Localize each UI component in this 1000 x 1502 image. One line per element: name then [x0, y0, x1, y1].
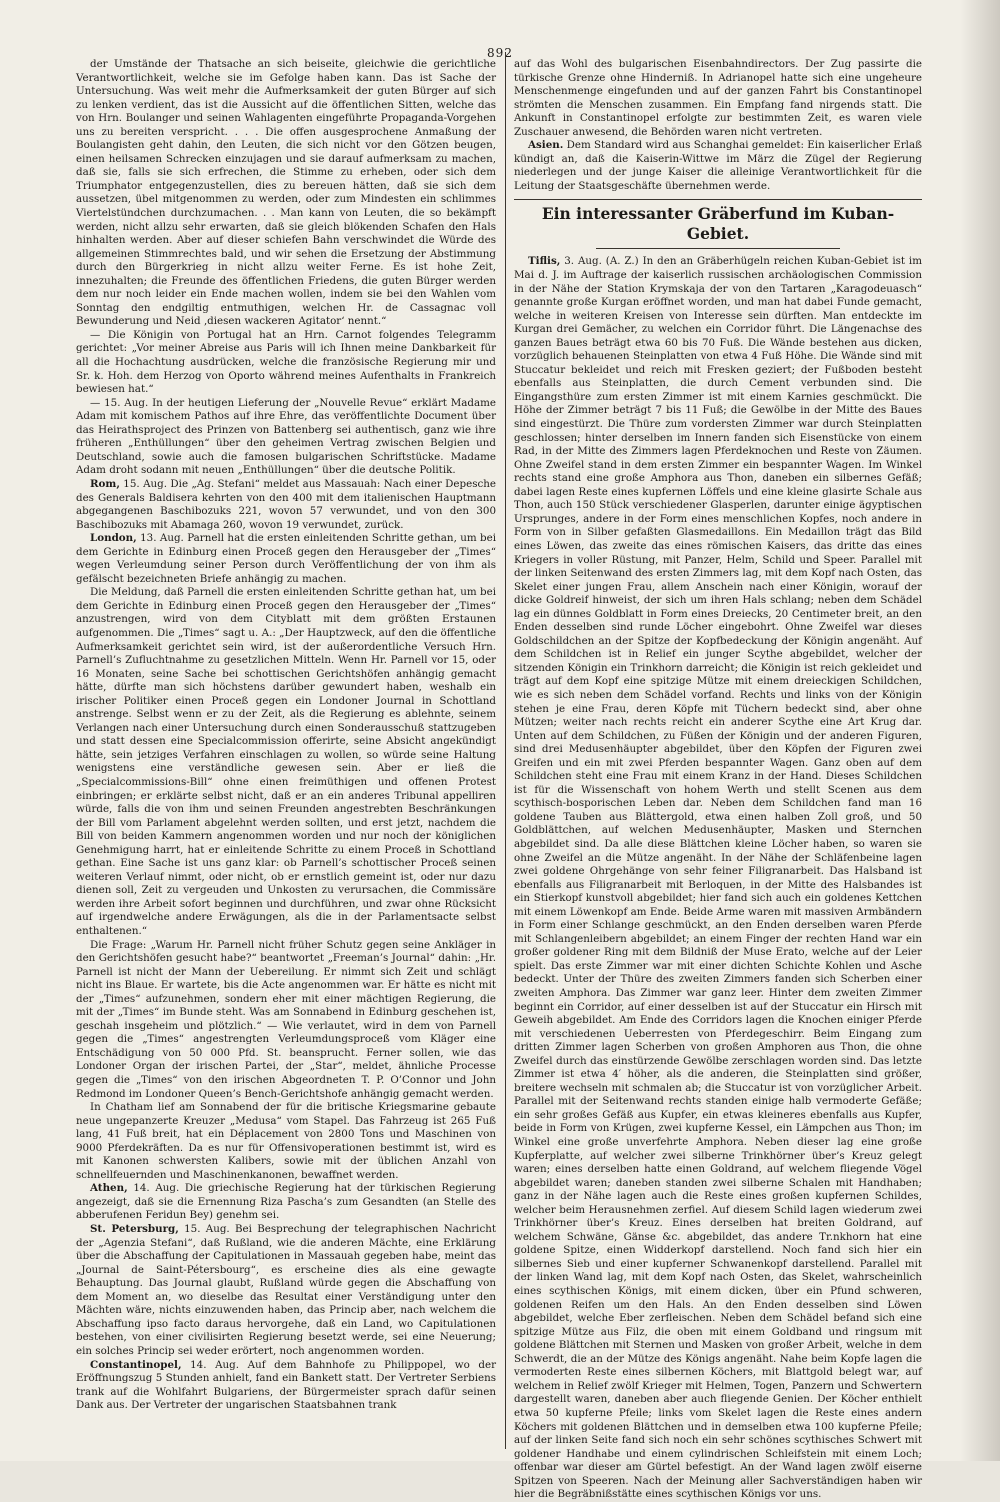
paragraph-text: 15. Aug. Bei Besprechung der telegraphischen Nachricht der „Agenzia Stefani“, daß Rußland, wie die anderen Mächte, eine Erklärung über die Abschaffung der Capitulationen in Massauah gegeben habe, meint das „Journal de Saint-Pétersbourg“, es erscheine dies als eine gewagte Behauptung. Das Journal glaubt, Rußland würde gegen die Abschaffung von dem Moment an, wo dieselbe das Resultat einer Verständigung unter den Mächten wäre, nichts einzuwenden haben, das Princip aber, nach welchem die Abschaffung ipso facto daraus hervorgehe, daß ein Land, wo Capitulationen bestehen, von einer civilisirten Regierung besetzt werde, sei eine Neuerung; ein solches Princip sei weder erörtert, noch angenommen worden. [76, 1223, 496, 1357]
paragraph-text: — 15. Aug. In der heutigen Lieferung der „Nouvelle Revue“ erklärt Madame Adam mit komischem Pathos auf ihre Ehre, das veröffentlichte Document über das Heirathsproject des Prinzen von Battenberg sei authentisch, ganz wie ihre früheren „Enthüllungen“ über den geheimen Vertrag zwischen Belgien und Deutschland, sowie auch die famosen bulgarischen Schriftstücke. Madame Adam droht sodann mit neuen „Enthüllungen“ über die deutsche Politik. [76, 396, 496, 477]
article-paragraph [76, 397, 496, 478]
article-paragraph [76, 532, 496, 586]
article-paragraph [76, 329, 496, 397]
section-heading: Ein interessanter Gräberfund im Kuban-Gebiet. [541, 204, 895, 244]
dateline: Constantinopel, [90, 1358, 182, 1371]
article-paragraph [514, 255, 922, 1501]
article-paragraph [514, 139, 922, 193]
paragraph-text: 14. Aug. Auf dem Bahnhofe zu Philippopel, wo der Eröffnungszug 5 Stunden anhielt, fand ein Bankett statt. Der Vertreter Serbiens trank auf die Wohlfahrt Bulgariens, der Bürgermeister sprach dafür seinen Dank aus. Der Vertreter der ungarischen Staatsbahnen trank [76, 1358, 496, 1412]
heading-rule-bottom [596, 248, 841, 249]
paragraph-text: In Chatham lief am Sonnabend der für die britische Kriegsmarine gebaute neue ungepanzerte Kreuzer „Medusa“ vom Stapel. Das Fahrzeug ist 265 Fuß lang, 41 Fuß breit, hat ein Déplacement von 2800 Tons und Maschinen von 9000 Pferdekräften. Da es nur für Offensivoperationen bestimmt ist, wird es mit Kanonen schwersten Kalibers, sowie mit der üblichen Anzahl von schnellfeuernden und Maschinenkanonen, bewaffnet werden. [76, 1101, 496, 1181]
paragraph-text: Dem Standard wird aus Schanghai gemeldet: Ein kaiserlicher Erlaß kündigt an, daß die Kaiserin-Wittwe im März die Zügel der Regierung niederlegen und der junge Kaiser die alleinige Verantwortlichkeit für die Leitung der Staatsgeschäfte übernehmen werde. [514, 139, 922, 192]
dateline: St. Petersburg, [90, 1223, 179, 1236]
left-column [76, 58, 496, 1447]
heading-rule-top [514, 199, 922, 200]
article-paragraph [76, 1101, 496, 1182]
paragraph-text: 13. Aug. Parnell hat die ersten einleitenden Schritte gethan, um bei dem Gerichte in Edinburg einen Proceß gegen den Herausgeber der „Times“ wegen Verleumdung seiner Person durch Veröffentlichung der von ihm als gefälscht bezeichneten Briefe anhängig zu machen. [76, 532, 496, 585]
paragraph-text: Die Meldung, daß Parnell die ersten einleitenden Schritte gethan hat, um bei dem Gerichte in Edinburg einen Proceß gegen den Herausgeber der „Times“ anzustrengen, wird von dem Cityblatt mit dem größten Erstaunen aufgenommen. Die „Times“ sagt u. A.: „Der Hauptzweck, auf den die öffentliche Aufmerksamkeit gerichtet sein wird, ist der außerordentliche Versuch Hrn. Parnell’s Zufluchtnahme zu gesetzlichen Mitteln. Wenn Hr. Parnell vor 15, oder 16 Monaten, seine Sache bei schottischen Gerichtshöfen anhängig gemacht hätte, dürfte man sich höchstens darüber gewundert haben, weshalb ein irischer Politiker einen Proceß gegen ein Londoner Journal in Schottland anstrenge. Selbst wenn er zu der Zeit, als die Regierung es ablehnte, seinem Verlangen nach einer Untersuchung durch einen Sonderausschuß stattzugeben und statt dessen eine Specialcommission offerirte, seine Absicht angekündigt hätte, sein jetziges Verfahren einschlagen zu wollen, so würde seine Haltung wenigstens eine verständliche gewesen sein. Aber er ließ die „Specialcommissions-Bill“ ohne einen freimüthigen und offenen Protest einbringen; er erklärte selbst nicht, daß er an ein anderes Tribunal appelliren würde, falls die von ihm und seinen Freunden angestrebten Beschränkungen der Bill vom Parlament abgelehnt werden sollten, und erst jetzt, nachdem die Bill von beiden Kammern angenommen worden und nur noch der königlichen Genehmigung harrt, hat er einleitende Schritte zu einem Proceß in Schottland gethan. Eine Sache ist uns ganz klar: ob Parnell’s schottischer Proceß seinen weiteren Verlauf nimmt, oder nicht, ob er ernstlich gemeint ist, oder nur dazu dienen soll, Zeit zu vergeuden und Unkosten zu verursachen, die Commissäre werden ihre Arbeit sofort beginnen und durchführen, und zwar ohne Rücksicht auf irgendwelche andere Erwägungen, als die in der Parlamentsacte selbst enthaltenen.“ [76, 586, 496, 937]
paragraph-text: 3. Aug. (A. Z.) In den an Gräberhügeln reichen Kuban-Gebiet ist im Mai d. J. im Auftrage der kaiserlich russischen archäologischen Commission in der Nähe der Station Krymskaja der von den Tartaren „Karagodeuasch“ genannte große Kurgan eröffnet worden, und man hat dabei Funde gemacht, welche in weiteren Kreisen von Interesse sein dürften. Man entdeckte im Kurgan drei Gemächer, zu welchen ein Corridor führt. Die Längenachse des ganzen Baues beträgt etwa 60 bis 70 Fuß. Die Wände bestehen aus dicken, vorzüglich behauenen Steinplatten von etwa 4 Fuß Höhe. Die Wände sind mit Stuccatur bekleidet und reich mit Fresken geziert; der Fußboden besteht ebenfalls aus Steinplatten, die durch Cement verbunden sind. Die Eingangsthüre zum ersten Zimmer ist mit einem Karnies geschmückt. Die Höhe der Zimmer beträgt 7 bis 11 Fuß; die Gewölbe in der Mitte des Baues sind eingestürzt. Die Thüre zum vordersten Zimmer war durch Steinplatten geschlossen; hinter derselben im Innern fanden sich Eisenstücke von einem Rad, in der Mitte des Zimmers lagen Pferdeknochen und Reste von Zäumen. Ohne Zweifel stand in dem ersten Zimmer ein bespannter Wagen. Im Winkel rechts stand eine große Amphora aus Thon, daneben ein silbernes Gefäß; dabei lagen Reste eines kupfernen Löffels und eine kleine glasirte Schale aus Thon, auch 150 Stück verschiedener Glasperlen, darunter einige ägyptischen Ursprunges, andere in der Form eines menschlichen Kopfes, noch andere in Form von in Silber gefaßten Glasmedaillons. Ein Medaillon trägt das Bild eines Löwen, das zweite das eines römischen Kaisers, das dritte das eines Kriegers in voller Rüstung, mit Panzer, Helm, Schild und Speer. Parallel mit der linken Seitenwand des ersten Zimmers lag, mit dem Kopf nach Osten, das Skelet einer jungen Frau, allem Anschein nach einer Königin, worauf der dicke Goldreif hinweist, der sich um ihren Hals schlang; neben dem Schädel lag ein dünnes Goldblatt in Form eines Dreiecks, 20 Centimeter breit, an den Enden desselben sind runde Löcher eingebohrt. Ohne Zweifel war dieses Goldschildchen an der Spitze der Kopfbedeckung der Königin angenäht. Auf dem Schildchen ist in Relief ein junger Scythe abgebildet, welcher der sitzenden Königin ein Trinkhorn darreicht; die Königin ist reich gekleidet und trägt auf dem Kopf eine spitzige Mütze mit einem dreieckigen Schildchen, wie es sich neben dem Schädel vorfand. Rechts und links von der Königin stehen je eine Frau, deren Köpfe mit Tüchern bedeckt sind, aber ohne Mützen; weiter nach rechts reicht ein anderer Scythe eine Art Krug dar. Unten auf dem Schildchen, zu Füßen der Königin und der anderen Figuren, sind drei Medusenhäupter abgebildet, über den Köpfen der Figuren zwei Greifen und ein mit zwei Pferden bespannter Wagen. Ganz oben auf dem Schildchen steht eine Frau mit einem Kranz in der Hand. Dieses Schildchen ist für die Wissenschaft von hohem Werth und stellt Scenen aus dem scythisch-bosporischen Leben dar. Neben dem Schildchen fand man 16 goldene Tauben aus Blättergold, etwa einen halben Zoll groß, und 50 Goldblättchen, auf welchen Medusenhäupter, Masken und Sternchen abgebildet sind. Da alle diese Blättchen kleine Löcher haben, so waren sie ohne Zweifel an die Mütze angenäht. In der Nähe der Schläfenbeine lagen zwei goldene Ohrgehänge von sehr feiner Filigranarbeit. Das Halsband ist ebenfalls aus Filigranarbeit mit Berloquen, in der Mitte des Halsbandes ist ein Stierkopf kunstvoll abgebildet; hier fand sich auch ein goldenes Kettchen mit einem Löwenkopf am Ende. Beide Arme waren mit massiven Armbändern in Form einer Schlange geschmückt, an den Enden derselben waren Pferde mit Schlangenleibern abgebildet; an einem Finger der rechten Hand war ein großer goldener Ring mit dem Bildniß der Muse Erato, welche auf der Leier spielt. Das erste Zimmer war mit einer dichten Schichte Kohlen und Asche bedeckt. Unter der Thüre des zweiten Zimmers fanden sich Scherben einer zweiten Amphora. Das Zimmer war ganz leer. Hinter dem zweiten Zimmer beginnt ein Corridor, auf einer desselben ist auf der Stuccatur ein Hirsch mit Geweih abgebildet. Am Ende des Corridors lagen die Knochen einiger Pferde mit verschiedenen Ueberresten von Pferdegeschirr. Beim Eingang zum dritten Zimmer lagen Scherben von großen Amphoren aus Thon, die ohne Zweifel durch das einstürzende Gewölbe zerschlagen worden sind. Das letzte Zimmer ist etwa 4′ höher, als die anderen, die Steinplatten sind größer, breitere wechseln mit schmalen ab; die Stuccatur ist von vorzüglicher Arbeit. Parallel mit der Seitenwand rechts standen einige halb vermoderte Gefäße; ein sehr großes Gefäß aus Kupfer, ein etwas kleineres ebenfalls aus Kupfer, beide in Form von Krügen, zwei kupferne Kessel, ein Lämpchen aus Thon; im Winkel eine große unverfehrte Amphora. Neben dieser lag eine große Kupferplatte, auf welcher zwei silberne Trinkhörner über’s Kreuz gelegt waren; eines derselben hatte einen Goldrand, auf welchem fliegende Vögel abgebildet waren; daneben standen zwei silberne Schalen mit Handhaben; ganz in der Nähe lagen auch die Reste eines großen kupfernen Schildes, welcher beim Herausnehmen zerfiel. Auf diesem Schild lagen wiederum zwei Trinkhörner über’s Kreuz. Eines derselben hat breiten Goldrand, auf welchem Schwäne, Gänse &c. abgebildet, das andere Tr.nkhorn hat eine goldene Spitze, einen Widderkopf darstellend. Noch fand sich hier ein silbernes Sieb und einer kupferner Schwanenkopf darstellend. Parallel mit der linken Wand lag, mit dem Kopf nach Osten, das Skelet, wahrscheinlich eines scythischen Königs, mit einem dicken, über ein Pfund schweren, goldenen Reifen um den Hals. An den Enden desselben sind Löwen abgebildet, welche Eber zerfleischen. Neben dem Schädel befand sich eine spitzige Mütze aus Filz, die oben mit einem Goldband und ringsum mit goldene Blättchen mit Sternen und Masken von großer Arbeit, welche in dem Schwerdt, die an der Mütze des Königs angenäht. Nahe beim Kopfe lagen die vermoderten Reste eines silbernen Köchers, mit Blattgold belegt war, auf welchem in Relief zwölf Krieger mit Helmen, Togen, Panzern und Schwertern dargestellt waren, daneben aber auch fliegende Genien. Der Köcher enthielt etwa 50 kupferne Pfeile; links vom Skelet lagen die Reste eines andern Köchers mit goldenen Blättchen und in demselben etwa 100 kupferne Pfeile; auf der linken Seite fand sich noch ein sehr schönes scythisches Schwert mit goldener Handhabe und einem cylindrischen Schleifstein mit einem Loch; offenbar war dieser am Gürtel befestigt. An der Wand lagen zwölf eiserne Spitzen von Speeren. Nach der Meinung aller Sachverständigen haben wir hier die Begräbnißstätte eines scythischen Königs vor uns. [514, 255, 922, 1501]
paragraph-text: Die Frage: „Warum Hr. Parnell nicht früher Schutz gegen seine Ankläger in den Gerichtshöfen gesucht habe?“ beantwortet „Freeman’s Journal“ dahin: „Hr. Parnell ist nicht der Mann der Uebereilung. Er nimmt sich Zeit und schlägt nicht ins Blaue. Er wartete, bis die Acte angenommen war. Er hätte es nicht mit der „Times“ aufzunehmen, sondern eher mit einer mächtigen Regierung, die mit der „Times“ im Bunde steht. Was am Sonnabend in Edinburg geschehen ist, geschah insgeheim und plötzlich.“ — Wie verlautet, wird in dem von Parnell gegen die „Times“ angestrengten Verleumdungsproceß vom Kläger eine Entschädigung von 50 000 Pfd. St. beansprucht. Ferner sollen, wie das Londoner Organ der irischen Partei, der „Star“, meldet, ähnliche Processe gegen die „Times“ von den irischen Abgeordneten T. P. O’Connor und John Redmond im Londoner Queen’s Bench-Gerichtshofe anhängig gemacht werden. [76, 938, 496, 1100]
article-paragraph [76, 1359, 496, 1413]
article-paragraph [514, 58, 922, 139]
page-number: 892 [487, 46, 513, 60]
column-divider [505, 52, 506, 1449]
dateline: Athen, [90, 1182, 128, 1195]
article-paragraph [76, 1223, 496, 1358]
article-paragraph [76, 586, 496, 938]
article-paragraph [76, 1182, 496, 1223]
right-column-top [514, 58, 922, 193]
paragraph-text: der Umstände der Thatsache an sich beiseite, gleichwie die gerichtliche Verantwortlichkeit, welche sie im Gefolge haben kann. Das ist Sache der Untersuchung. Was weit mehr die Aufmerksamkeit der guten Bürger auf sich zu lenken verdient, das ist die Aussicht auf die öffentlichen Sitten, welche das von Hrn. Boulanger und seinen Wahlagenten eingeführte Propaganda-Vorgehen uns zu bereiten verspricht. . . . Die offen ausgesprochene Anmaßung der Boulangisten geht dahin, den Leuten, die sich nicht vor den Götzen beugen, einen heilsamen Schrecken einzujagen und sie darauf aufmerksam zu machen, daß sie, falls sie sich erfrechen, die Stimme zu erheben, oder sich dem Triumphator entgegenzustellen, dies zu bereuen hätten, daß sie sich dem aussetzen, übel mitgenommen zu werden, oder zum Mindesten ein schlimmes Viertelstündchen durchzumachen. . . Man kann von Leuten, die so bekämpft werden, nicht allzu sehr erwarten, daß sie gleich blökenden Schafen den Hals hinhalten werden. Aber auf dieser schiefen Bahn verschwindet die Würde des allgemeinen Stimmrechtes bald, und wir sehen die Ersetzung der Abstimmung durch den Bürgerkrieg in nicht allzu weiter Ferne. Es ist hohe Zeit, innezuhalten; die Freunde des öffentlichen Friedens, die guten Bürger werden dem nur noch leider ein Ende machen wollen, indem sie bei den Wahlen vom Sonntag den endgiltig entmuthigen, welchen Hr. de Cassagnac voll Bewunderung und Neid ‚diesen wackeren Agitator‘ nennt.“ [76, 58, 496, 328]
scan-shadow [960, 0, 1000, 1461]
dateline: London, [90, 532, 137, 545]
right-column-bottom [514, 255, 922, 1501]
right-column [514, 58, 922, 1501]
paragraph-text: auf das Wohl des bulgarischen Eisenbahndirectors. Der Zug passirte die türkische Grenze ohne Hinderniß. In Adrianopel hatte sich eine ungeheure Menschenmenge eingefunden und auf der ganzen Fahrt bis Constantinopel strömten die Menschen zusammen. Ein Empfang fand nirgends statt. Die Ankunft in Constantinopel erfolgte zur bestimmten Zeit, es waren viele Zuschauer anwesend, die Behörden waren nicht vertreten. [514, 58, 922, 138]
paragraph-text: 14. Aug. Die griechische Regierung hat der türkischen Regierung angezeigt, daß sie die Ernennung Riza Pascha’s zum Gesandten (an Stelle des abberufenen Feridun Bey) genehm sei. [76, 1182, 496, 1222]
dateline: Asien. [528, 139, 564, 152]
paragraph-text: 15. Aug. Die „Ag. Stefani“ meldet aus Massauah: Nach einer Depesche des Generals Baldisera kehrten von den 400 mit dem italienischen Hauptmann abgegangenen Baschibozuks 221, wovon 57 verwundet, und von den 300 Baschibozuks mit Abamaga 260, wovon 19 verwundet, zurück. [76, 477, 496, 531]
paragraph-text: — Die Königin von Portugal hat an Hrn. Carnot folgendes Telegramm gerichtet: „Vor meiner Abreise aus Paris will ich Ihnen meine Dankbarkeit für all die Hochachtung ausdrücken, welche die französische Regierung mir und Sr. k. Hoh. dem Herzog von Oporto während meines Aufenthalts in Frankreich bewiesen hat.“ [76, 328, 496, 396]
article-paragraph [76, 478, 496, 532]
dateline: Tiflis, [528, 255, 561, 268]
dateline: Rom, [90, 477, 120, 490]
article-paragraph [76, 939, 496, 1102]
article-paragraph [76, 58, 496, 329]
